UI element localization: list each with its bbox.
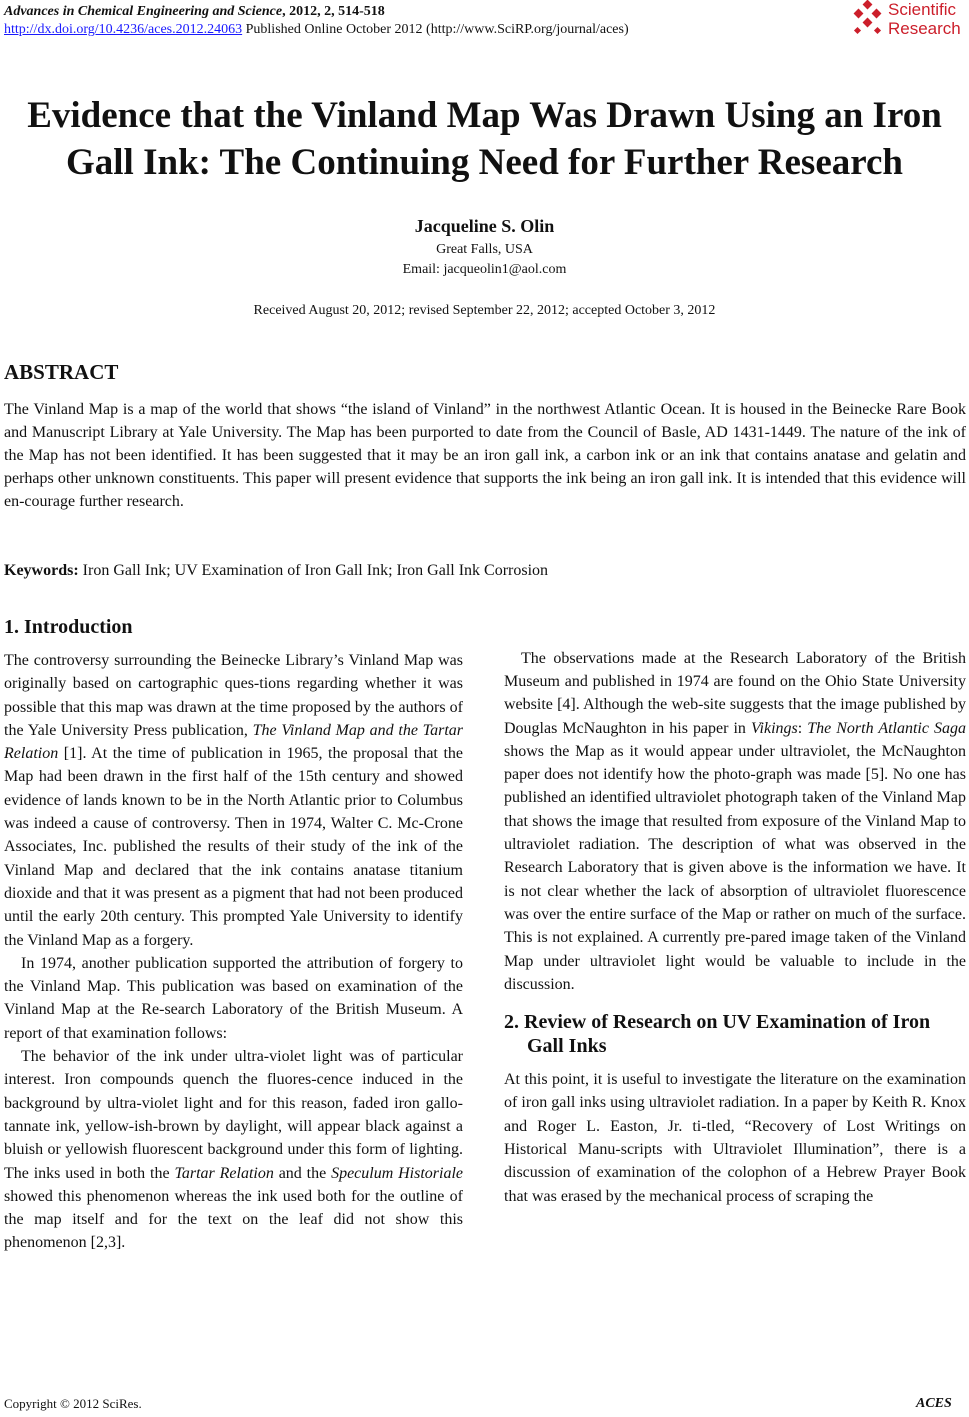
keywords [4,560,548,582]
intro-p1-text: The controversy surrounding the Beinecke Library’s Vinland Map was originally based on cartographic ques-tions regarding whether it was possible that this map was drawn at the time proposed by the authors of the Yale University Press publication, [4,652,463,739]
intro-p1-text-2: [1]. At the time of publication in 1965, the proposal that the Map had been drawn in the first half of the 15th century and showed evidence of lands known to be in the North Atlantic prior to Columbus was indeed a cause of controversy. Then in 1974, Walter C. Mc-Crone Associates, Inc. published the results of their study of the ink of the Vinland Map and declared that the ink contains anatase titanium dioxide and that it was present as a pigment that had not been produced until the early 20th century. This prompted Yale University to identify the Vinland Map as a forgery. [4,745,463,949]
logo-line-1: Scientific [888,0,957,19]
section-1-heading: 1. Introduction [4,616,133,638]
author-name: Jacqueline S. Olin [414,216,555,236]
quote-text-2: and the [273,1164,332,1182]
logo-line-2: Research [888,19,961,38]
quoted-report [4,1045,463,1255]
intro-paragraph-2: In 1974, another publication supported the attribution of forgery to the Vinland Map. This publication was based on examination of the Vinland Map at the Re-search Laboratory of the British Museum. A report of that examination follows: [4,954,463,1042]
abstract-text: The Vinland Map is a map of the world that shows “the island of Vinland” in the northwest Atlantic Ocean. It is housed in the Beinecke Rare Book and Manuscript Library at Yale University. The Map has been purported to date from the Council of Basle, AD 1431-1449. The nature of the ink of the Map has not been identified. It has been suggested that it may be an iron gall ink, a carbon ink or an ink that contains anatase and gelatin and perhaps other unknown constituents. This paper will present evidence that supports the ink being an iron gall ink. It is intended that this evidence will en-courage further research. [4,401,966,510]
intro-p3-text-2: shows the Map as it would appear under ultraviolet, the McNaughton paper does not identify how the photo-graph was made [5]. No one has published an identified ultraviolet photograph taken of the Vinland Map that shows the image that resulted from exposure of the Vinland Map to ultraviolet radiation. The description of what was observed in the Research Laboratory that is given above is the information we have. It is not clear whether the lack of absorption of ultraviolet fluorescence was over the entire surface of the Map or rather on much of the surface. This is not explained. A currently pre-pared image taken of the Vinland Map under ultraviolet light would be valuable to include in the discussion. [504,742,966,993]
section-2-heading: 2. Review of Research on UV Examination of Iron Gall Inks [504,1011,931,1058]
right-column [504,618,966,1208]
title-line-1: Evidence that the Vinland Map Was Drawn Using an Iron [27,95,942,136]
quote-text-3: showed this phenomenon whereas the ink used both for the outline of the map itself and for the text on the leaf did not show this phenomenon [2,3]. [4,1187,463,1252]
quote-italic-1: Tartar Relation [174,1164,274,1182]
intro-paragraph-3 [504,647,966,996]
logo-text [888,0,961,38]
journal-citation [4,3,385,20]
submission-dates: Received August 20, 2012; revised September 22, 2012; accepted October 3, 2012 [253,303,716,318]
journal-name: Advances in Chemical Engineering and Science [4,4,283,19]
book-title-italic: The Vinland Map and the Tartar Relation [4,721,463,763]
left-column [4,615,463,1255]
author-email: Email: jacqueolin1@aol.com [402,262,567,277]
keywords-label: Keywords: [4,562,79,579]
quote-italic-2: Speculum Historiale [331,1164,464,1182]
vikings-colon: : [797,719,808,737]
intro-paragraph-1 [4,649,463,952]
footer-copyright: Copyright © 2012 SciRes. [4,1396,142,1411]
paper-title [0,92,969,186]
vikings-italic: Vikings [750,719,798,737]
doi-link[interactable]: http://dx.doi.org/10.4236/aces.2012.24063 [4,22,243,37]
logo-mark-icon [848,0,886,40]
saga-italic: The North Atlantic Saga [807,719,966,737]
volume-info: , 2012, 2, 514-518 [282,4,385,19]
keywords-text: Iron Gall Ink; UV Examination of Iron Gall Ink; Iron Gall Ink Corrosion [78,562,549,579]
publisher-logo [848,0,968,42]
footer-journal: ACES [916,1396,952,1411]
section-2-paragraph-1: At this point, it is useful to investigate the literature on the examination of iron gall inks using ultraviolet radiation. In a paper by Keith R. Knox and Roger L. Easton, Jr. ti-tled, “Recovery of Lost Writings on Historical Manu-scripts with Ultraviolet Illumination”, there is a discussion of examination of the colophon of a Hebrew Prayer Book that was erased by the mechanical process of scraping the [504,1071,966,1205]
quote-text-1: The behavior of the ink under ultra-violet light was of particular interest. Iron compounds quench the fluores-cence induced in the background by ultra-violet light and for this reason, faded iron gallo-tannate ink, yellow-ish-brown by daylight, will appear black against a bluish or yellowish fluorescent background under this form of lighting. The inks used in both the [4,1048,463,1182]
author-affiliation: Great Falls, USA [436,242,533,257]
intro-p3-text: The observations made at the Research Laboratory of the British Museum and published in 1974 are found on the Ohio State University website [4]. Although the web-site suggests that the image published by Douglas McNaughton in his paper in [504,649,966,737]
abstract-heading: ABSTRACT [4,360,119,384]
publication-info: Published Online October 2012 (http://www.SciRP.org/journal/aces) [242,22,629,37]
doi-line [4,21,629,38]
title-line-2: Gall Ink: The Continuing Need for Further Research [66,142,903,183]
